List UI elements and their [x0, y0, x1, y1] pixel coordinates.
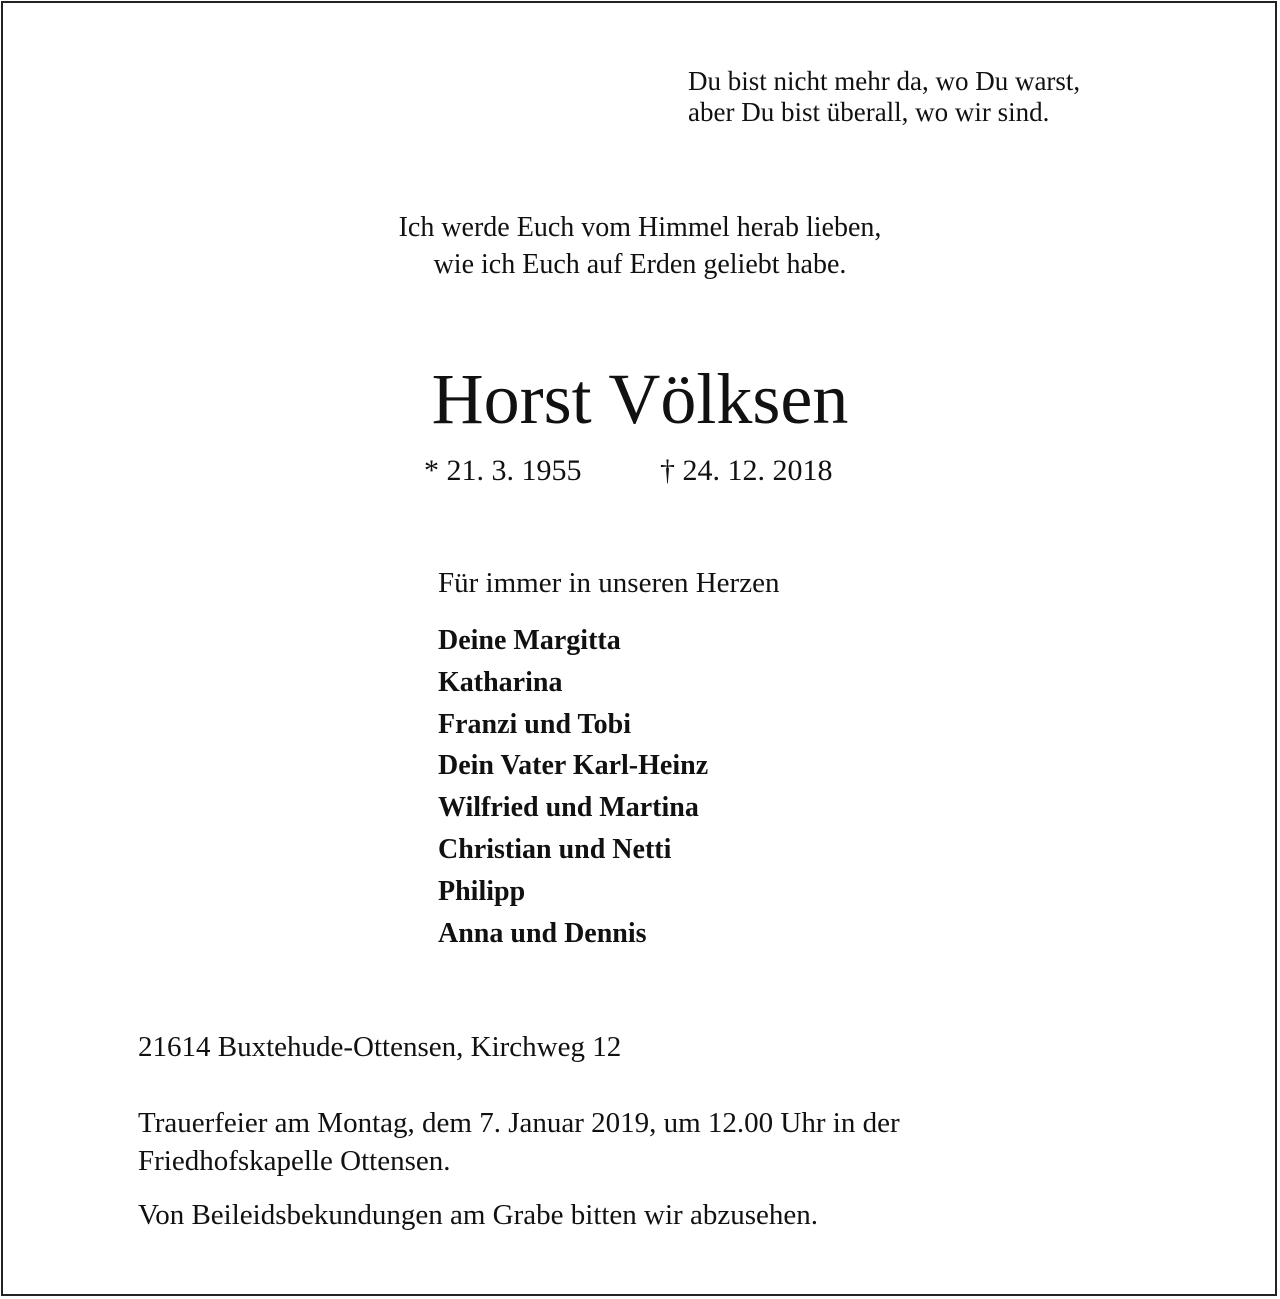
ceremony-line-2: Friedhofskapelle Ottensen. [138, 1145, 451, 1177]
quote-line-1: Ich werde Euch vom Himmel herab lieben, [398, 212, 882, 243]
birth-date: * 21. 3. 1955 [424, 454, 582, 487]
death-date: † 24. 12. 2018 [660, 454, 833, 487]
family-member: Franzi und Tobi [438, 708, 631, 740]
tribute-line: Für immer in unseren Herzen [438, 567, 780, 599]
deceased-name: Horst Völksen [431, 359, 849, 439]
memorial-quote [0, 209, 1280, 283]
quote-line-2: wie ich Euch auf Erden geliebt habe. [433, 249, 847, 280]
motto-line-1: Du bist nicht mehr da, wo Du warst, [688, 66, 1081, 96]
ceremony-line-1: Trauerfeier am Montag, dem 7. Januar 2019, um 12.00 Uhr in der [138, 1107, 900, 1139]
family-member: Anna und Dennis [438, 917, 647, 949]
motto-verse [688, 66, 1080, 128]
family-member: Philipp [438, 875, 526, 907]
family-list [438, 620, 708, 954]
family-member: Dein Vater Karl-Heinz [438, 750, 709, 782]
family-member: Deine Margitta [438, 625, 621, 656]
family-address: 21614 Buxtehude-Ottensen, Kirchweg 12 [138, 1031, 622, 1063]
ceremony-info [138, 1104, 900, 1180]
family-member: Wilfried und Martina [438, 792, 699, 824]
family-member: Katharina [438, 666, 563, 698]
condolence-request: Von Beileidsbekundungen am Grabe bitten wir abzusehen. [138, 1199, 818, 1231]
motto-line-2: aber Du bist überall, wo wir sind. [688, 97, 1050, 127]
family-member: Christian und Netti [438, 833, 672, 865]
